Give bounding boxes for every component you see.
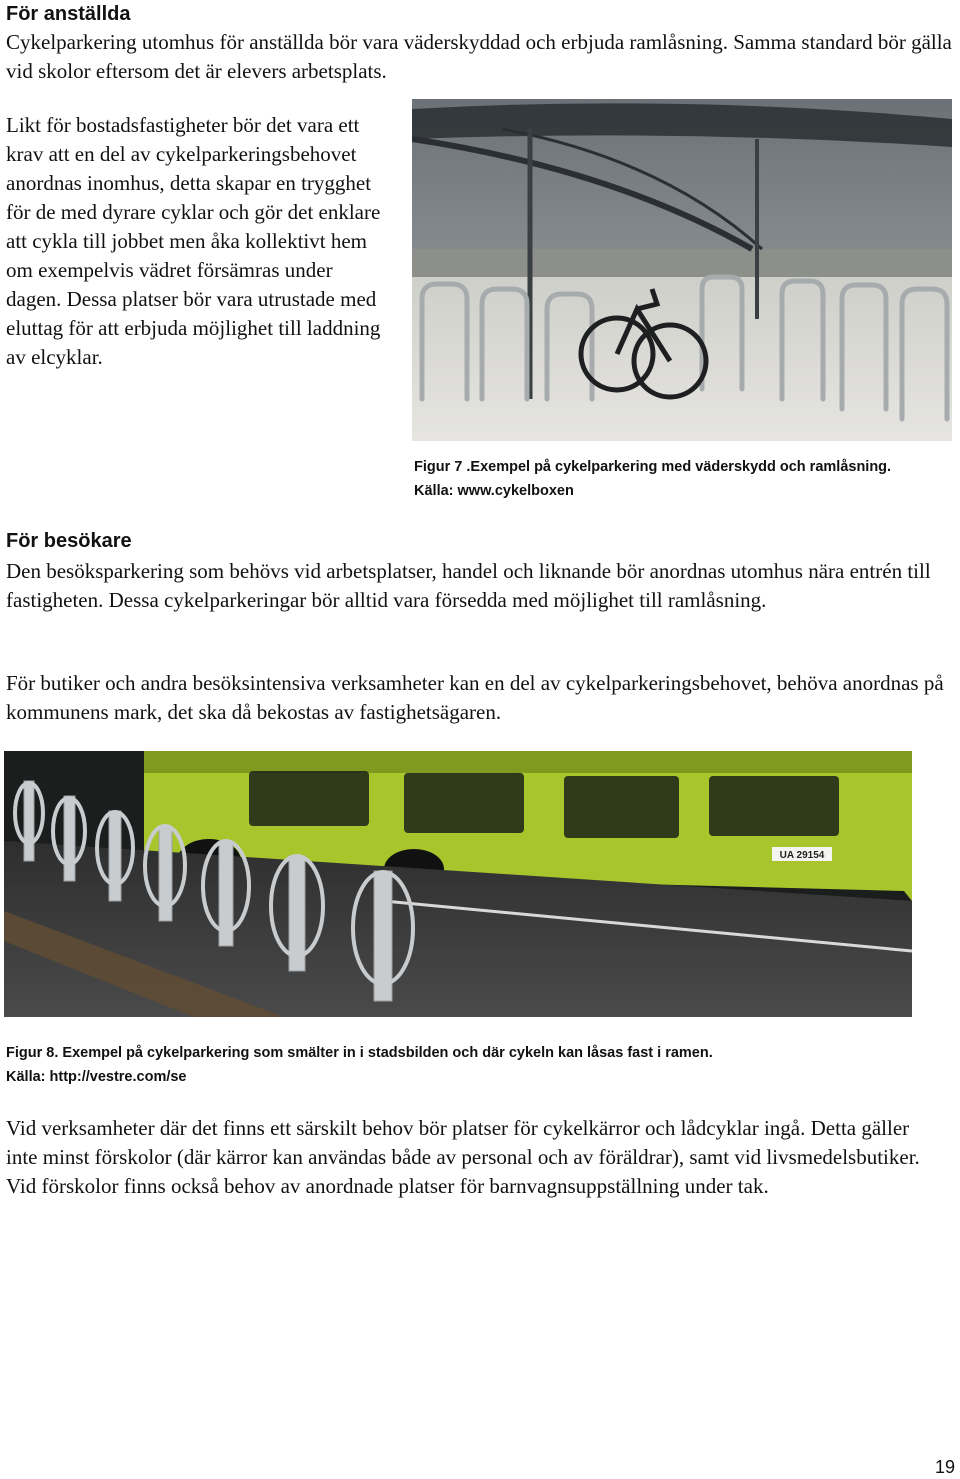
figure7-caption-title: Figur 7 .Exempel på cykelparkering med väderskydd och ramlåsning. [414,459,892,475]
figure7-caption-source: Källa: www.cykelboxen [414,483,574,499]
bike-shelter-icon [412,99,952,441]
employees-paragraph: Likt för bostadsfastigheter bör det vara ett krav att en del av cykelparkeringsbehovet anordnas inomhus, detta skapar en trygghet för de med dyrare cyklar och gör det enklare att cykla till jobbet men åka kollektivt hem om exempelvis vädret försämras under dagen. Dessa platser bör vara utrustade med eluttag för att erbjuda möjlighet till laddning av elcyklar. [6,113,381,369]
closing-paragraph: Vid verksamheter där det finns ett särskilt behov bör platser för cykelkärror och lådcyklar ingå. Detta gäller inte minst förskolor (där kärror kan användas både av personal och av föräldrar), samt vid livsmedelsbutiker. Vid förskolor finns också behov av anordnade platser för barnvagnsuppställning under tak. [6,1116,920,1198]
employees-intro: Cykelparkering utomhus för anställda bör vara väderskyddad och erbjuda ramlåsning. Samma standard bör gälla vid skolor eftersom det är elevers arbetsplats. [6,30,952,83]
figure7-photo [412,99,952,441]
bus-street-icon [4,751,912,1017]
page-number: 19 [934,1457,955,1477]
bus-plate: UA 29154 [779,850,825,861]
figure8-caption-title: Figur 8. Exempel på cykelparkering som smälter in i stadsbilden och där cykeln kan låsas fast i ramen. [6,1045,713,1061]
visitors-paragraph-1: Den besöksparkering som behövs vid arbetsplatser, handel och liknande bör anordnas utomhus nära entrén till fastigheten. Dessa cykelparkeringar bör alltid vara försedda med möjlighet till ramlåsning. [6,559,931,612]
visitors-paragraph-2: För butiker och andra besöksintensiva verksamheter kan en del av cykelparkeringsbehovet, behöva anordnas på kommunens mark, det ska då bekostas av fastighetsägaren. [6,671,944,724]
heading-visitors: För besökare [6,530,132,552]
heading-employees: För anställda [6,3,131,25]
figure8-caption [6,1041,946,1089]
figure8-photo [4,751,912,1017]
figure7-caption [414,455,959,503]
figure8-caption-source: Källa: http://vestre.com/se [6,1069,187,1085]
